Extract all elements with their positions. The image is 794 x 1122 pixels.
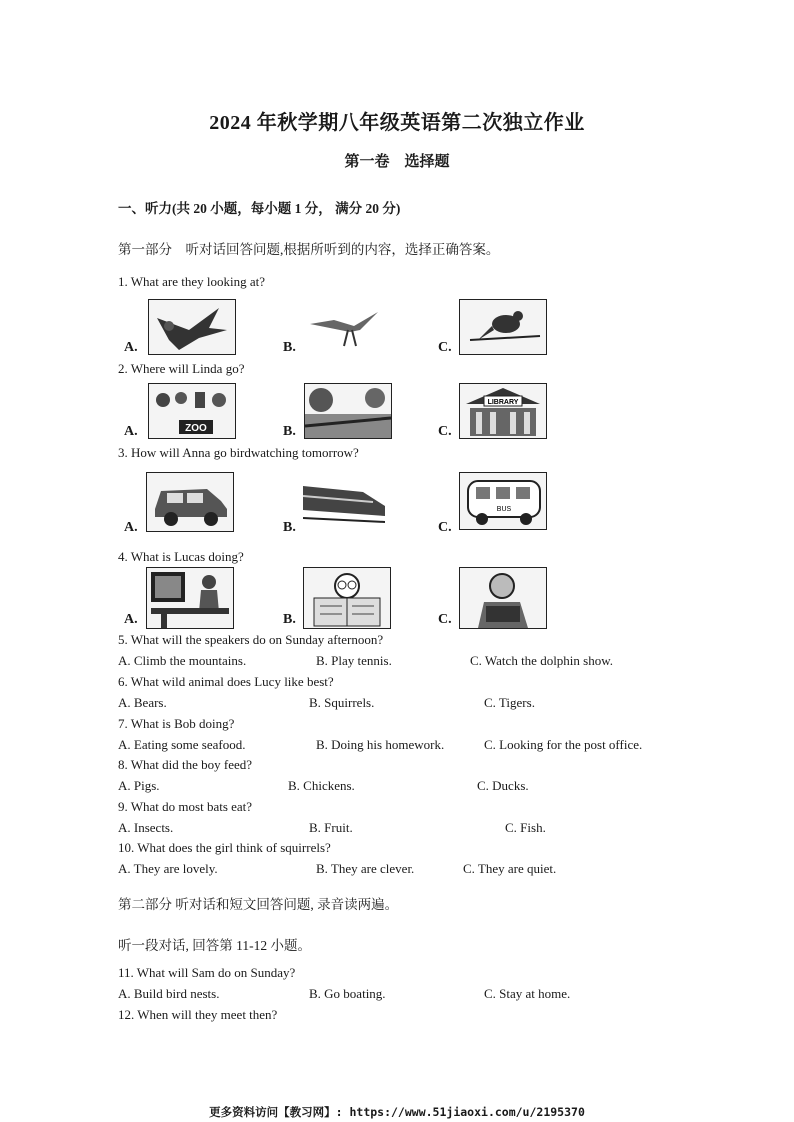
option-label: A.	[124, 340, 138, 355]
footer-link[interactable]: 更多资料访问【教习网】: https://www.51jiaoxi.com/u/2195370	[209, 1105, 585, 1119]
option-a: A. Bears.	[118, 695, 167, 710]
newspaper-picture	[303, 567, 391, 629]
option-c: C. They are quiet.	[463, 861, 557, 876]
option-c: C. Tigers.	[484, 695, 535, 710]
option-a: A. Eating some seafood.	[118, 737, 246, 752]
option-b: B. They are clever.	[316, 861, 415, 876]
bus-sign-text: BUS	[496, 506, 512, 513]
option-label: B.	[283, 424, 296, 439]
computer-picture	[146, 567, 234, 629]
part2-subinstruction: 听一段对话, 回答第 11-12 小题。	[118, 938, 311, 953]
option-a: A. Climb the mountains.	[118, 653, 247, 668]
option-a: A. Build bird nests.	[118, 986, 220, 1001]
park-picture	[304, 383, 392, 439]
question-10: 10. What does the girl think of squirrels?	[118, 840, 331, 855]
train-picture	[303, 472, 385, 526]
question-1: 1. What are they looking at?	[118, 274, 266, 289]
car-picture	[146, 472, 234, 532]
question-3: 3. How will Anna go birdwatching tomorrow?	[118, 445, 359, 460]
option-b: B. Play tennis.	[316, 653, 392, 668]
zoo-picture	[148, 383, 236, 439]
part1-instruction: 第一部分 听对话回答问题,根据所听到的内容，选择正确答案。	[118, 242, 500, 257]
zoo-sign-text: ZOO	[185, 423, 207, 434]
question-9: 9. What do most bats eat?	[118, 799, 253, 814]
sparrow-picture	[459, 299, 547, 355]
option-a: A. Pigs.	[118, 778, 160, 793]
reading-picture	[459, 567, 547, 629]
option-label: A.	[124, 424, 138, 439]
option-c: C. Watch the dolphin show.	[470, 653, 614, 668]
option-label: B.	[283, 520, 296, 535]
eagle-picture	[148, 299, 236, 355]
question-4: 4. What is Lucas doing?	[118, 549, 244, 564]
question-7: 7. What is Bob doing?	[118, 716, 235, 731]
option-c: C. Fish.	[505, 820, 546, 835]
option-label: A.	[124, 520, 138, 535]
crane-picture	[304, 300, 384, 350]
option-b: B. Doing his homework.	[316, 737, 445, 752]
option-a: A. They are lovely.	[118, 861, 218, 876]
option-b: B. Chickens.	[288, 778, 355, 793]
option-c: C. Ducks.	[477, 778, 529, 793]
question-8: 8. What did the boy feed?	[118, 757, 253, 772]
option-label: C.	[438, 520, 452, 535]
option-label: C.	[438, 612, 452, 627]
library-sign-text: LIBRARY	[487, 399, 519, 406]
question-12: 12. When will they meet then?	[118, 1007, 278, 1022]
page-title: 2024 年秋学期八年级英语第二次独立作业	[209, 112, 585, 134]
option-b: B. Squirrels.	[309, 695, 375, 710]
page-subtitle: 第一卷 选择题	[344, 154, 450, 170]
option-label: B.	[283, 612, 296, 627]
option-c: C. Stay at home.	[484, 986, 571, 1001]
option-label: C.	[438, 340, 452, 355]
question-5: 5. What will the speakers do on Sunday afternoon?	[118, 632, 384, 647]
option-b: B. Fruit.	[309, 820, 353, 835]
option-label: B.	[283, 340, 296, 355]
section-heading: 一、听力(共 20 小题，每小题 1 分， 满分 20 分)	[118, 201, 401, 216]
bus-picture	[459, 472, 547, 530]
option-c: C. Looking for the post office.	[484, 737, 643, 752]
option-label: C.	[438, 424, 452, 439]
option-label: A.	[124, 612, 138, 627]
library-picture	[459, 383, 547, 439]
question-11: 11. What will Sam do on Sunday?	[118, 965, 296, 980]
option-b: B. Go boating.	[309, 986, 386, 1001]
question-2: 2. Where will Linda go?	[118, 361, 245, 376]
part2-instruction: 第二部分 听对话和短文回答问题, 录音读两遍。	[118, 897, 399, 912]
question-6: 6. What wild animal does Lucy like best?	[118, 674, 334, 689]
option-a: A. Insects.	[118, 820, 174, 835]
